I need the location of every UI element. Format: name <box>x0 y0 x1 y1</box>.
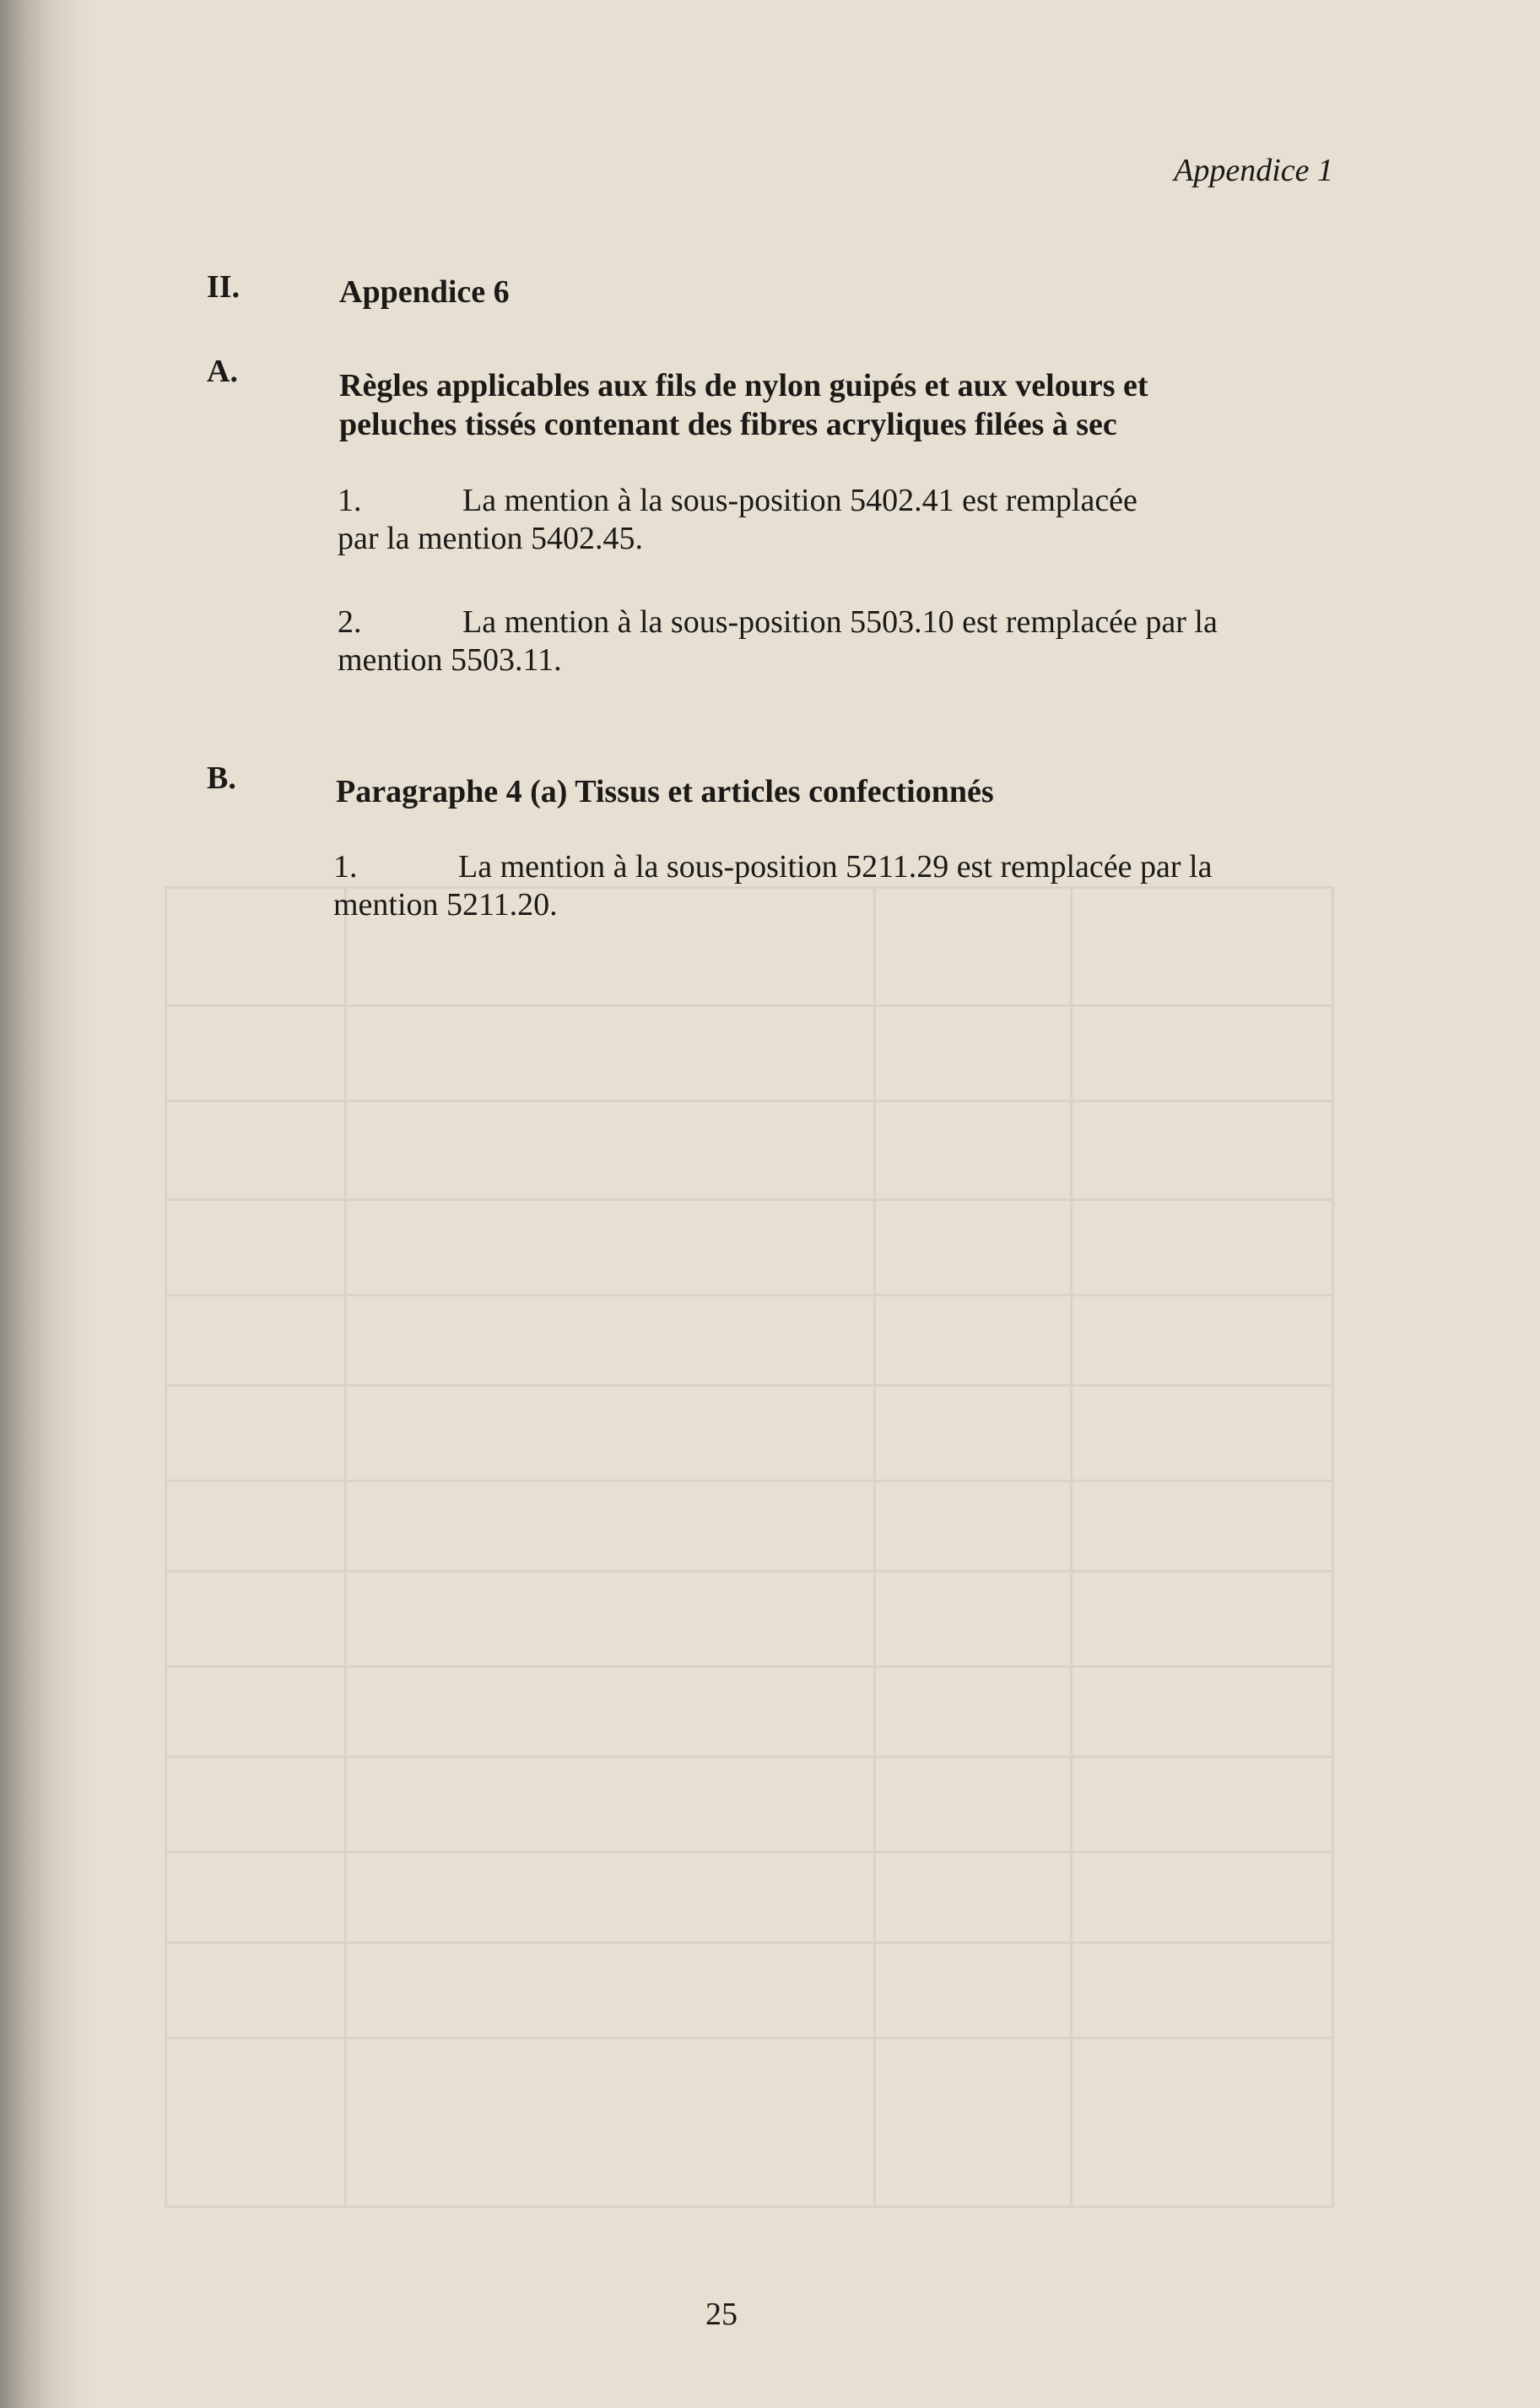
subsection-title-a <box>339 366 1148 444</box>
section-number-ii: II. <box>207 269 240 305</box>
item-text-line-1: La mention à la sous-position 5402.41 est remplacée <box>462 483 1137 518</box>
list-item <box>338 482 1137 558</box>
item-text-line-2: mention 5503.11. <box>338 642 562 678</box>
subsection-title-b: Paragraphe 4 (a) Tissus et articles confectionnés <box>336 774 994 809</box>
item-number: 2. <box>338 604 362 640</box>
item-text-line-1: La mention à la sous-position 5503.10 est remplacée par la <box>462 604 1218 640</box>
show-through-table <box>165 844 1337 2237</box>
section-title-appendice-6: Appendice 6 <box>339 274 510 310</box>
subsection-letter-a: A. <box>207 354 238 389</box>
subsection-letter-b: B. <box>207 760 236 796</box>
list-item <box>333 848 1212 924</box>
page-number: 25 <box>705 2297 738 2332</box>
item-number: 1. <box>333 849 358 885</box>
subsection-title-a-line-2: peluches tissés contenant des fibres acryliques filées à sec <box>339 407 1117 442</box>
subsection-title-a-line-1: Règles applicables aux fils de nylon guipés et aux velours et <box>339 368 1148 403</box>
list-item <box>338 603 1218 679</box>
item-text-line-2: mention 5211.20. <box>333 887 558 923</box>
item-number: 1. <box>338 483 362 518</box>
book-gutter-shadow <box>0 0 93 2408</box>
item-text-line-2: par la mention 5402.45. <box>338 521 643 556</box>
running-header: Appendice 1 <box>1174 153 1333 188</box>
item-text-line-1: La mention à la sous-position 5211.29 est remplacée par la <box>458 849 1213 885</box>
